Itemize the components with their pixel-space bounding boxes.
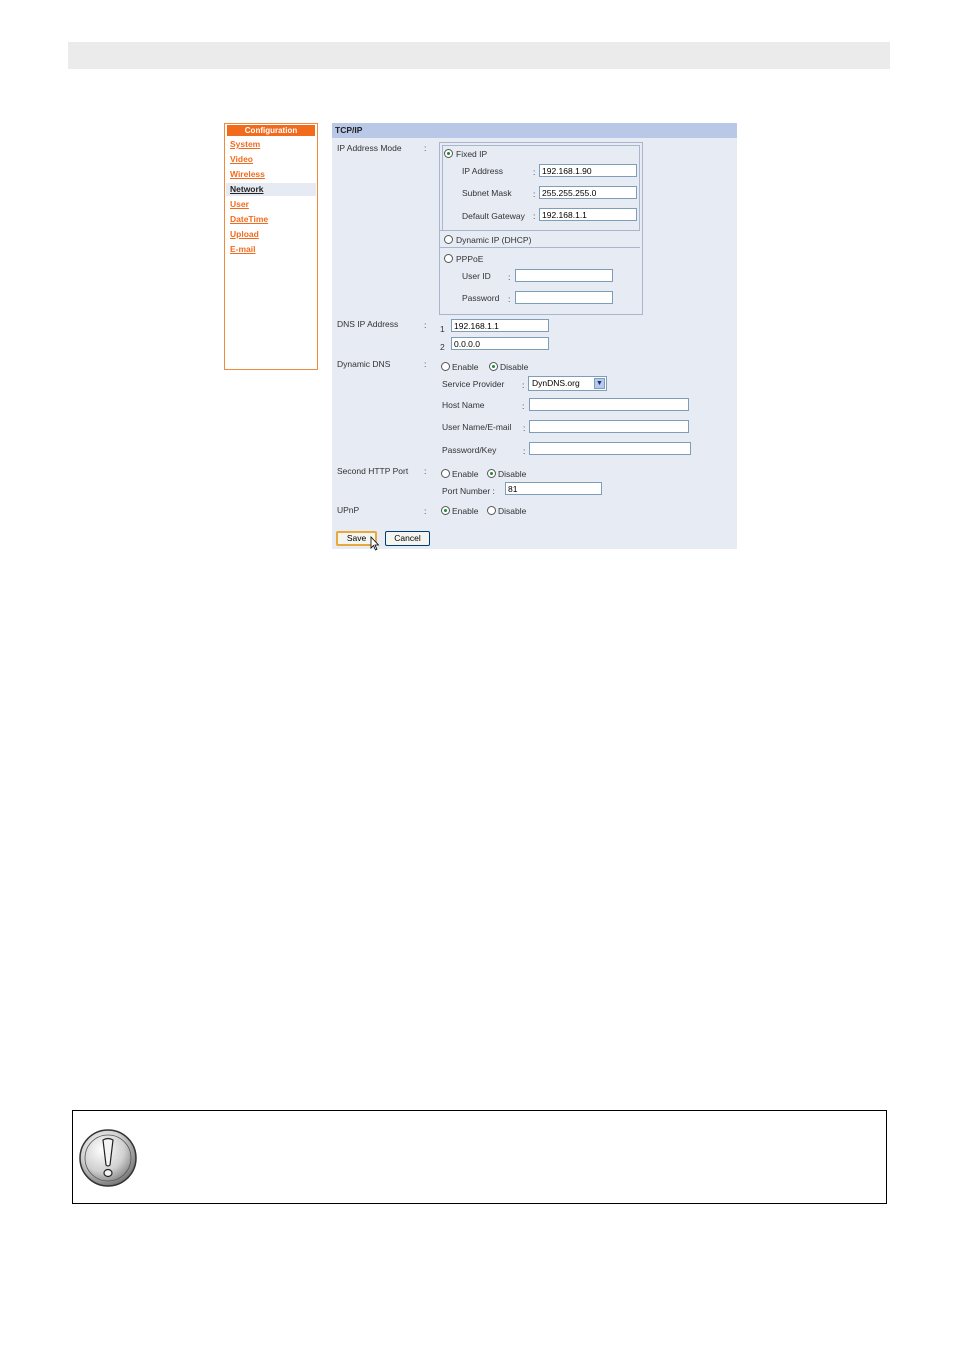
- colon: :: [533, 189, 536, 199]
- config-sidebar: [224, 123, 318, 370]
- port-number-input[interactable]: 81: [505, 482, 602, 495]
- http2-enable-label: Enable: [452, 469, 479, 479]
- dns-colon: :: [424, 320, 427, 330]
- sidebar-item-upload[interactable]: Upload: [230, 229, 259, 239]
- colon: :: [508, 294, 511, 304]
- subnet-mask-label: Subnet Mask: [462, 188, 512, 198]
- dns-2-input[interactable]: 0.0.0.0: [451, 337, 549, 350]
- subnet-mask-input[interactable]: 255.255.255.0: [539, 186, 637, 199]
- sidebar-item-system[interactable]: System: [230, 139, 261, 149]
- save-button[interactable]: Save: [336, 531, 377, 546]
- upnp-disable-radio[interactable]: [487, 506, 496, 515]
- separator: [440, 247, 640, 248]
- sidebar-item-user[interactable]: User: [230, 199, 249, 209]
- http2-disable-radio[interactable]: [487, 469, 496, 478]
- colon: :: [523, 446, 526, 456]
- ddns-colon: :: [424, 359, 427, 369]
- dns-2-number: 2: [440, 342, 445, 352]
- ip-mode-label: IP Address Mode: [337, 143, 402, 153]
- colon: :: [508, 272, 511, 282]
- colon: :: [523, 423, 526, 433]
- ddns-user-input[interactable]: [529, 420, 689, 433]
- pppoe-password-input[interactable]: [515, 291, 613, 304]
- service-provider-label: Service Provider: [442, 379, 505, 389]
- tcpip-panel: [332, 123, 737, 549]
- chevron-down-icon[interactable]: ▼: [594, 378, 605, 389]
- ddns-disable-label: Disable: [500, 362, 529, 372]
- ddns-label: Dynamic DNS: [337, 359, 391, 369]
- pppoe-label: PPPoE: [456, 254, 484, 264]
- service-provider-value: DynDNS.org: [532, 378, 580, 388]
- colon: :: [533, 167, 536, 177]
- note-box: [72, 1110, 887, 1204]
- cancel-button[interactable]: Cancel: [385, 531, 430, 546]
- ddns-enable-label: Enable: [452, 362, 479, 372]
- host-name-input[interactable]: [529, 398, 689, 411]
- colon: :: [522, 380, 525, 390]
- dns-label: DNS IP Address: [337, 319, 399, 329]
- colon: :: [533, 211, 536, 221]
- fixed-ip-label: Fixed IP: [456, 149, 488, 159]
- ddns-password-label: Password/Key: [442, 445, 497, 455]
- ip-address-input[interactable]: 192.168.1.90: [539, 164, 637, 177]
- panel-title: TCP/IP: [332, 123, 737, 138]
- upnp-colon: :: [424, 506, 427, 516]
- ip-address-label: IP Address: [462, 166, 503, 176]
- colon: :: [522, 401, 525, 411]
- default-gateway-label: Default Gateway: [462, 211, 525, 221]
- fixed-ip-radio[interactable]: [444, 149, 453, 158]
- http2-colon: :: [424, 466, 427, 476]
- upnp-enable-label: Enable: [452, 506, 479, 516]
- upnp-enable-radio[interactable]: [441, 506, 450, 515]
- ip-mode-colon: :: [424, 143, 427, 153]
- sidebar-item-datetime[interactable]: DateTime: [230, 214, 269, 224]
- sidebar-item-email[interactable]: E-mail: [230, 244, 256, 254]
- ddns-enable-radio[interactable]: [441, 362, 450, 371]
- pppoe-radio[interactable]: [444, 254, 453, 263]
- dns-1-input[interactable]: 192.168.1.1: [451, 319, 549, 332]
- pppoe-user-input[interactable]: [515, 269, 613, 282]
- ddns-disable-radio[interactable]: [489, 362, 498, 371]
- host-name-label: Host Name: [442, 400, 485, 410]
- dhcp-label: Dynamic IP (DHCP): [456, 235, 532, 245]
- dhcp-radio[interactable]: [444, 235, 453, 244]
- exclamation-icon: [78, 1128, 138, 1188]
- http2-disable-label: Disable: [498, 469, 527, 479]
- pppoe-user-label: User ID: [462, 271, 491, 281]
- dns-1-number: 1: [440, 324, 445, 334]
- separator: [440, 230, 640, 231]
- sidebar-item-wireless[interactable]: Wireless: [230, 169, 265, 179]
- upnp-disable-label: Disable: [498, 506, 527, 516]
- sidebar-item-network[interactable]: Network: [226, 183, 316, 196]
- upnp-label: UPnP: [337, 505, 360, 515]
- default-gateway-input[interactable]: 192.168.1.1: [539, 208, 637, 221]
- sidebar-item-video[interactable]: Video: [230, 154, 253, 164]
- http2-label: Second HTTP Port: [337, 466, 409, 476]
- sidebar-header: Configuration: [227, 125, 315, 136]
- ddns-user-label: User Name/E-mail: [442, 422, 512, 432]
- pppoe-password-label: Password: [462, 293, 500, 303]
- service-provider-select[interactable]: [528, 376, 607, 391]
- ddns-password-input[interactable]: [529, 442, 691, 455]
- port-number-label: Port Number :: [442, 486, 495, 496]
- mouse-cursor-icon: [370, 536, 380, 552]
- http2-enable-radio[interactable]: [441, 469, 450, 478]
- page-header-bar: [68, 42, 890, 69]
